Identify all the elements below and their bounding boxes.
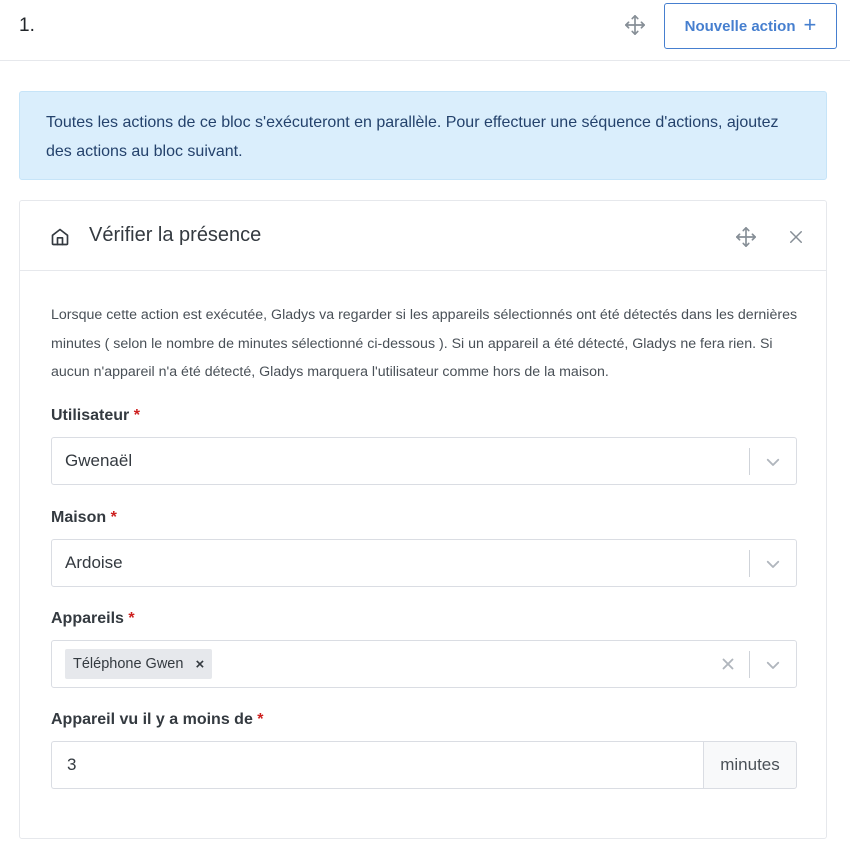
house-select[interactable] <box>51 539 797 587</box>
tag-remove-icon[interactable]: × <box>195 655 205 673</box>
select-separator <box>749 651 750 678</box>
parallel-info-alert: Toutes les actions de ce bloc s'exécuteront en parallèle. Pour effectuer une séquence d'actions, ajoutez des actions au bloc suivant. <box>19 91 827 180</box>
minutes-input-group <box>51 741 797 789</box>
device-tag-label: Téléphone Gwen <box>73 656 184 672</box>
new-action-label: Nouvelle action <box>684 17 796 35</box>
chevron-down-icon[interactable] <box>764 453 782 471</box>
move-icon[interactable] <box>624 14 646 36</box>
chevron-down-icon[interactable] <box>764 555 782 573</box>
user-label <box>51 407 140 425</box>
user-select-value: Gwenaël <box>65 451 133 470</box>
chevron-down-icon[interactable] <box>764 656 782 674</box>
home-icon <box>50 227 70 247</box>
block-number: 1. <box>19 15 35 36</box>
required-mark: * <box>110 509 117 526</box>
device-tag <box>65 649 212 679</box>
plus-icon: + <box>803 12 817 37</box>
close-icon[interactable] <box>787 228 805 246</box>
clear-icon[interactable] <box>719 655 737 673</box>
minutes-label <box>51 711 264 729</box>
action-card <box>19 200 827 839</box>
house-label <box>51 509 117 527</box>
devices-label <box>51 610 135 628</box>
minutes-unit-addon: minutes <box>703 741 797 789</box>
block-header <box>0 0 850 61</box>
user-label-text: Utilisateur <box>51 407 130 424</box>
new-action-button[interactable] <box>664 3 837 49</box>
required-mark: * <box>128 610 135 627</box>
house-label-text: Maison <box>51 509 107 526</box>
house-select-value: Ardoise <box>65 553 123 572</box>
devices-label-text: Appareils <box>51 610 124 627</box>
select-separator <box>749 550 750 577</box>
minutes-label-text: Appareil vu il y a moins de <box>51 711 253 728</box>
card-title: Vérifier la présence <box>89 224 262 246</box>
user-select[interactable] <box>51 437 797 485</box>
devices-multiselect[interactable] <box>51 640 797 688</box>
card-header <box>20 201 826 271</box>
move-icon[interactable] <box>735 226 757 248</box>
action-description: Lorsque cette action est exécutée, Gladys va regarder si les appareils sélectionnés ont été détectés dans les dernières minutes ( selon le nombre de minutes sélectionné ci-dessous ). Si un appareil a été détecté, Gladys ne fera rien. Si aucun n'appareil n'a été détecté, Gladys marquera l'utilisateur comme hors de la maison. <box>51 307 798 380</box>
required-mark: * <box>257 711 264 728</box>
required-mark: * <box>133 407 140 424</box>
select-separator <box>749 448 750 475</box>
minutes-input[interactable] <box>51 741 704 789</box>
